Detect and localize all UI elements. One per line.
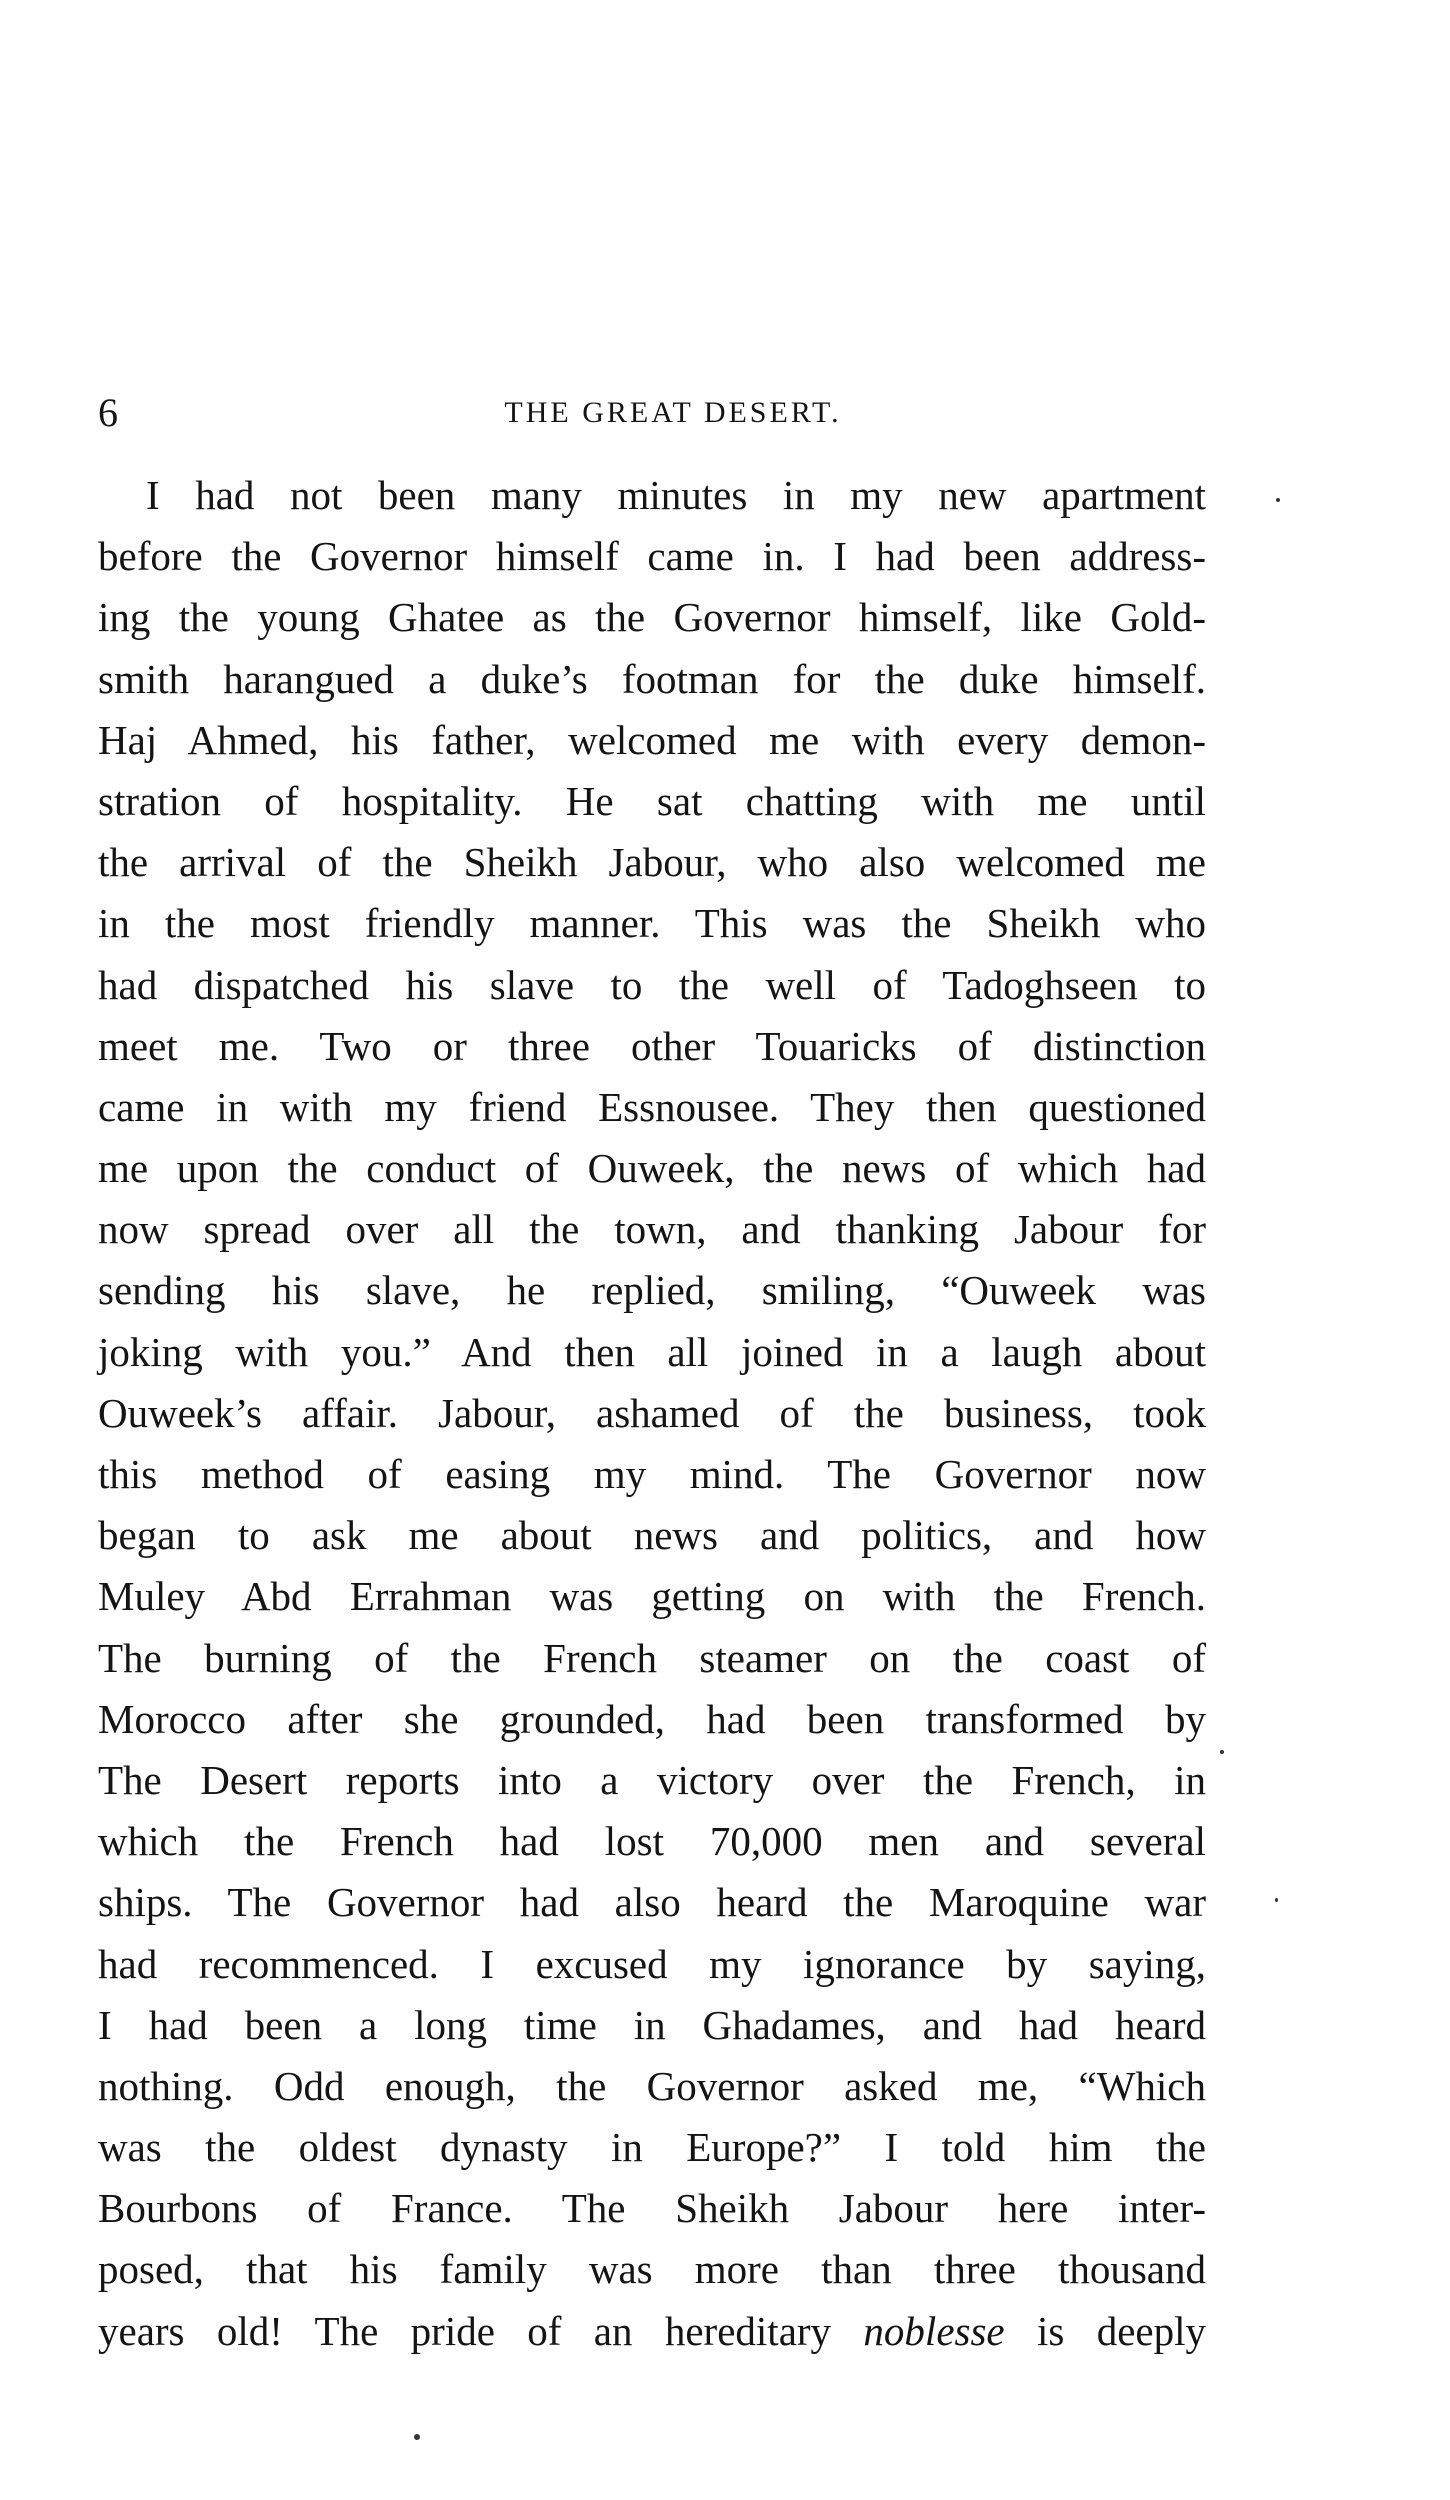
italic-word: noblesse: [863, 2307, 1005, 2354]
text-line: I had been a long time in Ghadames, and had heard: [98, 2001, 1206, 2048]
text-line: Bourbons of France. The Sheikh Jabour here inter-: [98, 2185, 1206, 2232]
text-line: sending his slave, he replied, smiling, “Ouweek was: [98, 1267, 1206, 1314]
last-line-start: years old! The pride of an hereditary: [98, 2307, 864, 2354]
text-line: which the French had lost 70,000 men and several: [98, 1818, 1206, 1865]
text-line: The Desert reports into a victory over the French, in: [98, 1756, 1206, 1803]
text-line: the arrival of the Sheikh Jabour, who also welcomed me: [98, 839, 1206, 886]
text-line: stration of hospitality. He sat chatting with me until: [98, 777, 1206, 824]
text-line-last: [98, 2301, 1206, 2362]
last-line-end: is deeply: [1004, 2307, 1206, 2354]
body-text: [98, 465, 1206, 2362]
text-line: before the Governor himself came in. I had been address-: [98, 533, 1206, 580]
text-line: began to ask me about news and politics, and how: [98, 1512, 1206, 1559]
text-line: ships. The Governor had also heard the Maroquine war: [98, 1879, 1206, 1926]
running-head: [98, 388, 1208, 438]
print-speck: [1220, 1750, 1224, 1754]
text-line: Haj Ahmed, his father, welcomed me with every demon-: [98, 716, 1206, 763]
text-line: Morocco after she grounded, had been transformed by: [98, 1695, 1206, 1742]
print-speck: [414, 2434, 420, 2440]
text-line: The burning of the French steamer on the coast of: [98, 1634, 1206, 1681]
text-line: now spread over all the town, and thanking Jabour for: [98, 1206, 1206, 1253]
text-line: Ouweek’s affair. Jabour, ashamed of the business, took: [98, 1389, 1206, 1436]
text-line: in the most friendly manner. This was the Sheikh who: [98, 900, 1206, 947]
text-line: joking with you.” And then all joined in a laugh about: [98, 1328, 1206, 1375]
page-number: 6: [98, 390, 118, 435]
text-line: posed, that his family was more than three thousand: [98, 2246, 1206, 2293]
running-title: THE GREAT DESERT.: [504, 396, 842, 429]
print-speck: [1276, 498, 1280, 502]
text-line: had dispatched his slave to the well of Tadoghseen to: [98, 961, 1206, 1008]
text-line: smith harangued a duke’s footman for the duke himself.: [98, 655, 1206, 702]
print-speck: [1275, 1898, 1278, 1902]
text-line: ing the young Ghatee as the Governor himself, like Gold-: [98, 594, 1206, 641]
text-line: was the oldest dynasty in Europe?” I told him the: [98, 2124, 1206, 2171]
text-line: me upon the conduct of Ouweek, the news of which had: [98, 1145, 1206, 1192]
text-line: came in with my friend Essnousee. They then questioned: [98, 1083, 1206, 1130]
text-line: Muley Abd Errahman was getting on with the French.: [98, 1573, 1206, 1620]
text-line: meet me. Two or three other Touaricks of distinction: [98, 1022, 1206, 1069]
text-line: this method of easing my mind. The Governor now: [98, 1451, 1206, 1497]
text-line: nothing. Odd enough, the Governor asked me, “Which: [98, 2062, 1206, 2109]
text-line: had recommenced. I excused my ignorance by saying,: [98, 1940, 1206, 1987]
text-line: I had not been many minutes in my new apartment: [146, 472, 1206, 518]
